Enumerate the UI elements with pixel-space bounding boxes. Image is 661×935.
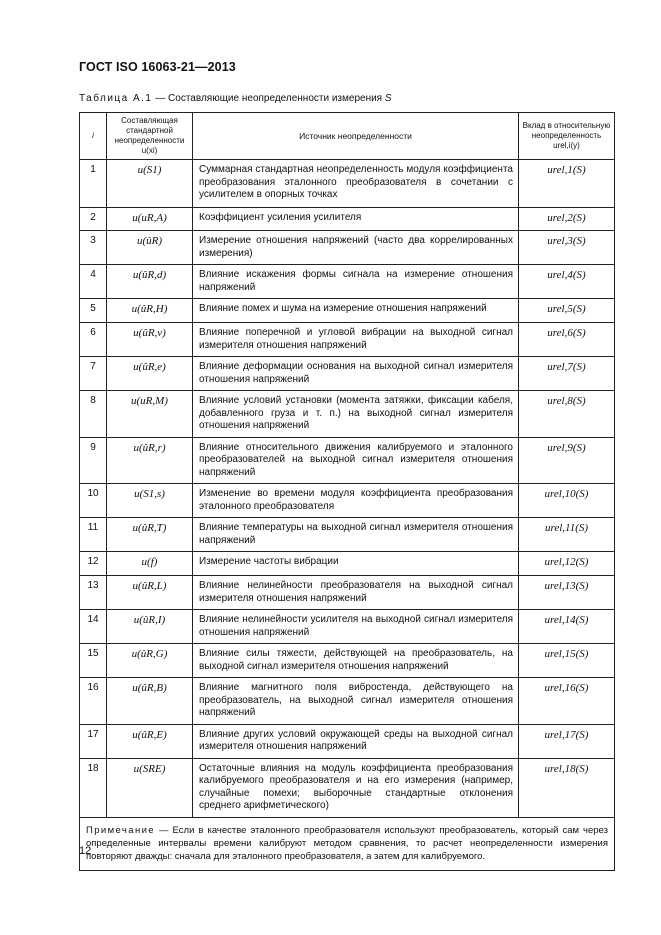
row-component: u(ûR,r) (107, 437, 193, 484)
row-component: u(uR,M) (107, 391, 193, 438)
table-row (80, 576, 615, 610)
table-row (80, 323, 615, 357)
row-source: Суммарная стандартная неопределенность модуля коэффициента преобразования эталонного преобразователя в сочетании с усилителем в опорных точках (193, 160, 519, 208)
row-contribution: urel,9(S) (519, 437, 615, 484)
row-contribution: urel,2(S) (519, 208, 615, 231)
row-component: u(S1,s) (107, 484, 193, 518)
row-index: 12 (80, 552, 107, 576)
row-source: Влияние других условий окружающей среды на выходной сигнал измерителя отношения напряжений (193, 724, 519, 758)
page-number: 12 (79, 845, 92, 857)
row-index: 3 (80, 231, 107, 265)
row-contribution: urel,10(S) (519, 484, 615, 518)
row-index: 11 (80, 518, 107, 552)
row-component: u(ûR,H) (107, 299, 193, 323)
table-row (80, 231, 615, 265)
table-caption (79, 93, 392, 104)
row-contribution: urel,11(S) (519, 518, 615, 552)
table-row (80, 357, 615, 391)
table-caption-text: — Составляющие неопределенности измерения (155, 93, 385, 104)
row-component: u(ûR) (107, 231, 193, 265)
row-source: Измерение отношения напряжений (часто два коррелированных измерения) (193, 231, 519, 265)
table-row (80, 437, 615, 484)
row-component: u(S1) (107, 160, 193, 208)
table-row (80, 265, 615, 299)
row-contribution: urel,15(S) (519, 644, 615, 678)
row-component: u(ûR,L) (107, 576, 193, 610)
row-contribution: urel,17(S) (519, 724, 615, 758)
row-contribution: urel,6(S) (519, 323, 615, 357)
row-index: 8 (80, 391, 107, 438)
header-contribution: Вклад в относительную неопределенность urel,i(y) (519, 113, 615, 160)
row-contribution: urel,7(S) (519, 357, 615, 391)
row-component: u(ûR,d) (107, 265, 193, 299)
row-contribution: urel,3(S) (519, 231, 615, 265)
row-index: 4 (80, 265, 107, 299)
table-note-row (80, 817, 615, 870)
table-row (80, 758, 615, 817)
table-row (80, 678, 615, 725)
header-index: i (80, 113, 107, 160)
table-row (80, 160, 615, 208)
row-source: Влияние относительного движения калибруемого и эталонного преобразователей на выходной сигнал измерителя отношения напряжений (193, 437, 519, 484)
table-body (80, 160, 615, 818)
table-caption-label: Таблица А.1 (79, 93, 153, 104)
row-contribution: urel,8(S) (519, 391, 615, 438)
row-contribution: urel,18(S) (519, 758, 615, 817)
table-row (80, 484, 615, 518)
header-source: Источник неопределенности (193, 113, 519, 160)
row-index: 17 (80, 724, 107, 758)
row-index: 14 (80, 610, 107, 644)
row-component: u(ûR,G) (107, 644, 193, 678)
note-label: Примечание (86, 824, 155, 836)
row-contribution: urel,1(S) (519, 160, 615, 208)
row-source: Влияние условий установки (момента затяжки, фиксации кабеля, добавленного груза и т. п.) на выходной сигнал измерителя отношения напряжений (193, 391, 519, 438)
table-row (80, 724, 615, 758)
row-source: Влияние силы тяжести, действующей на преобразователь, на выходной сигнал измерителя отношения напряжений (193, 644, 519, 678)
row-index: 13 (80, 576, 107, 610)
table-row (80, 644, 615, 678)
table-row (80, 299, 615, 323)
row-component: u(ûR,E) (107, 724, 193, 758)
row-component: u(ûR,I) (107, 610, 193, 644)
row-component: u(uR,A) (107, 208, 193, 231)
table-row (80, 208, 615, 231)
row-component: u(ûR,B) (107, 678, 193, 725)
row-contribution: urel,16(S) (519, 678, 615, 725)
row-source: Влияние магнитного поля вибростенда, действующего на преобразователь, на выходной сигнал измерителя отношения напряжений (193, 678, 519, 725)
row-component: u(ûR,e) (107, 357, 193, 391)
row-contribution: urel,5(S) (519, 299, 615, 323)
row-index: 1 (80, 160, 107, 208)
row-source: Изменение во времени модуля коэффициента преобразования эталонного преобразователя (193, 484, 519, 518)
row-source: Измерение частоты вибрации (193, 552, 519, 576)
table-row (80, 610, 615, 644)
table-row (80, 518, 615, 552)
row-contribution: urel,12(S) (519, 552, 615, 576)
note-text: — Если в качестве эталонного преобразователя используют преобразователь, который сам через определенные интервалы времени калибруют методом сравнения, то расчет неопределенности измерения повторяют дважды: сначала для эталонного преобразователя, а затем для калибруемого. (86, 824, 608, 862)
row-source: Влияние искажения формы сигнала на измерение отношения напряжений (193, 265, 519, 299)
row-index: 10 (80, 484, 107, 518)
row-source: Влияние нелинейности усилителя на выходной сигнал измерителя отношения напряжений (193, 610, 519, 644)
table-row (80, 552, 615, 576)
row-component: u(f) (107, 552, 193, 576)
row-component: u(ûR,T) (107, 518, 193, 552)
row-component: u(ûR,v) (107, 323, 193, 357)
row-source: Влияние деформации основания на выходной сигнал измерителя отношения напряжений (193, 357, 519, 391)
row-source: Влияние нелинейности преобразователя на выходной сигнал измерителя отношения напряжений (193, 576, 519, 610)
table-row (80, 391, 615, 438)
row-source: Коэффициент усиления усилителя (193, 208, 519, 231)
row-component: u(SRE) (107, 758, 193, 817)
row-index: 16 (80, 678, 107, 725)
row-index: 7 (80, 357, 107, 391)
row-source: Влияние помех и шума на измерение отношения напряжений (193, 299, 519, 323)
row-index: 6 (80, 323, 107, 357)
row-contribution: urel,14(S) (519, 610, 615, 644)
row-contribution: urel,4(S) (519, 265, 615, 299)
row-contribution: urel,13(S) (519, 576, 615, 610)
table-header-row (80, 113, 615, 160)
table-note (80, 817, 615, 870)
row-source: Влияние температуры на выходной сигнал измерителя отношения напряжений (193, 518, 519, 552)
row-index: 18 (80, 758, 107, 817)
row-index: 9 (80, 437, 107, 484)
row-index: 2 (80, 208, 107, 231)
row-source: Влияние поперечной и угловой вибрации на выходной сигнал измерителя отношения напряжений (193, 323, 519, 357)
row-index: 5 (80, 299, 107, 323)
table-caption-symbol: S (384, 93, 392, 104)
uncertainty-table (79, 112, 615, 871)
row-index: 15 (80, 644, 107, 678)
header-component: Составляющая стандартной неопределенности u(xi) (107, 113, 193, 160)
document-standard-header: ГОСТ ISO 16063-21—2013 (79, 60, 236, 74)
row-source: Остаточные влияния на модуль коэффициента преобразования калибруемого преобразователя и на его измерения (например, случайные помехи; выборочные стандартные отклонения среднего арифметического) (193, 758, 519, 817)
